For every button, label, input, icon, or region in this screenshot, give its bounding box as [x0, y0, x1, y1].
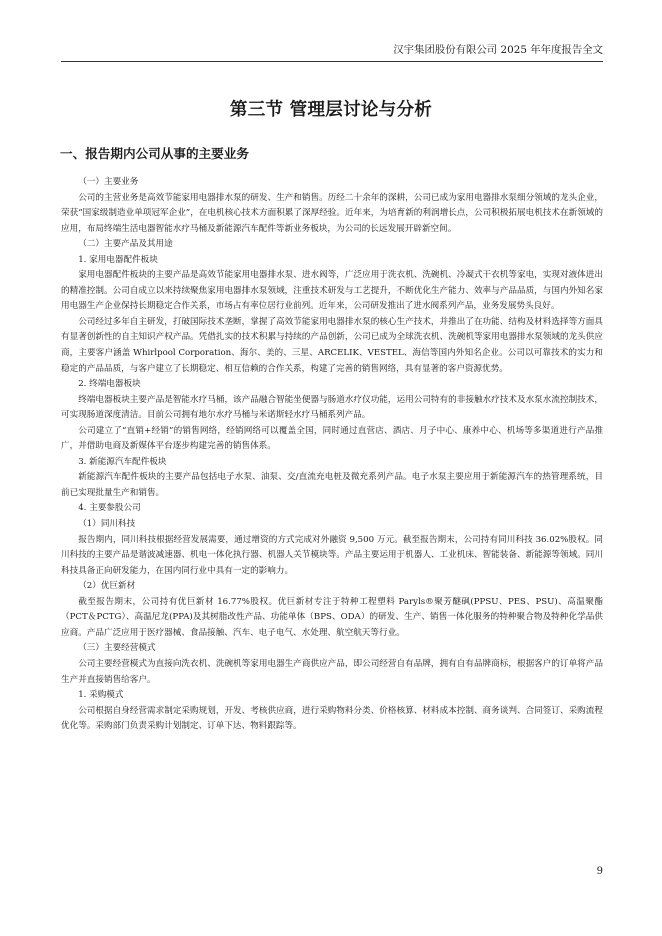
subheading: 1. 家用电器配件板块 — [78, 254, 158, 265]
subheading: 4. 主要参股公司 — [78, 503, 141, 514]
paragraph: 公司根据自身经营需求制定采购规划，开发、考核供应商，进行采购物料分类、价格核算、材料成本控制、商务谈判、合同签订、采购流程优化等。采购部门负责采购计划制定、订单下达、物料跟踪等。 — [61, 705, 603, 732]
subheading: （二）主要产品及其用途 — [78, 239, 173, 250]
subheading: （三）主要经营模式 — [78, 643, 156, 654]
page-title: 第三节 管理层讨论与分析 — [229, 100, 433, 120]
subheading: （1）同川科技 — [78, 519, 136, 530]
paragraph: 公司建立了“直销+经销”的销售网络，经销网络可以覆盖全国，同时通过直营店、酒店、月子中心、康养中心、机场等多渠道进行产品推广，并借助电商及新媒体平台逐步构建完善的销售体系。 — [61, 425, 603, 452]
paragraph: 终端电器板块主要产品是智能水疗马桶，该产品融合智能坐便器与肠道水疗仪功能，运用公司特有的非接触水疗技术及水泵水流控制技术，可实现肠道深度清洁。目前公司拥有地尔水疗马桶与米诺斯轻水疗马桶系列产品。 — [61, 394, 603, 421]
paragraph: 截至报告期末，公司持有优巨新材 16.77%股权。优巨新材专注于特种工程塑料 Paryls®聚芳醚砜(PPSU、PES、PSU)、高温聚酯（PCT＆PCTG）、高温尼龙(PPA)及其树脂改性产品、功能单体（BPS、ODA）的研发、生产、销售一体化服务的特种聚合物及特种化学品供应商。产品广泛应用于医疗器械、食品接触、汽车、电子电气、水处理、航空航天等行业。 — [61, 596, 603, 638]
paragraph: 家用电器配件板块的主要产品是高效节能家用电器排水泵、进水阀等，广泛应用于洗衣机、洗碗机、冷凝式干衣机等家电，实现对液体进出的精准控制。公司自成立以来持续聚焦家用电器排水泵领域，注重技术研发与工艺提升，不断优化生产能力、效率与产品品质，与国内外知名家用电器生产企业保持长期稳定合作关系，市场占有率位居行业前列。近年来，公司研发推出了进水阀系列产品，业务发展势头良好。 — [61, 270, 603, 312]
page-number: 9 — [596, 866, 603, 877]
paragraph: 公司经过多年自主研发，打破国际技术垄断，掌握了高效节能家用电器排水泵的核心生产技术，并推出了在功能、结构及材料选择等方面具有显著创新性的自主知识产权产品。凭借扎实的技术积累与持续的产品创新，公司已成为全球洗衣机、洗碗机等家用电器排水泵领域的龙头供应商，主要客户涵盖 Whirlpool Corporation、海尔、美的、三星、ARCELIK、VESTEL、海信等国内外知名企业。公司以可靠技术的实力和稳定的产品品质，与客户建立了长期稳定、相互信赖的合作关系，构建了完善的销售网络，具有显著的客户资源优势。 — [61, 316, 603, 374]
paragraph: 新能源汽车配件板块的主要产品包括电子水泵、油泵、交/直流充电桩及微充系列产品。电子水泵主要应用于新能源汽车的热管理系统，目前已实现批量生产和销售。 — [61, 472, 603, 498]
subheading: （2）优巨新材 — [78, 581, 136, 592]
subheading: 2. 终端电器板块 — [78, 379, 141, 390]
section-heading: 一、报告期内公司从事的主要业务 — [60, 146, 249, 161]
running-header: 汉宇集团股份有限公司 2025 年年度报告全文 — [61, 44, 603, 62]
paragraph: 报告期内，同川科技根据经营发展需要，通过增资的方式完成对外融资 9,500 万元。截至报告期末，公司持有同川科技 36.02%股权。同川科技的主要产品是谐波减速器、机电一体化执行器、机器人关节模块等。产品主要运用于机器人、工业机床、智能装备、新能源等领域。同川科技具备正向研发能力，在国内同行业中具有一定的影响力。 — [61, 534, 603, 576]
body-text — [61, 175, 603, 735]
paragraph: 公司主要经营模式为直接向洗衣机、洗碗机等家用电器生产商供应产品，即公司经营自有品牌，拥有自有品牌商标，根据客户的订单将产品生产并直接销售给客户。 — [61, 658, 603, 685]
paragraph: 公司的主营业务是高效节能家用电器排水泵的研发、生产和销售。历经二十余年的深耕，公司已成为家用电器排水泵细分领域的龙头企业，荣获“国家级制造业单项冠军企业”，在电机核心技术方面积累了深厚经验。近年来，为培育新的利润增长点，公司积极拓展电机技术在新领域的应用，布局终端生活电器智能水疗马桶及新能源汽车配件等新业务板块，为公司的长远发展开辟新空间。 — [61, 192, 603, 234]
subheading: 1. 采购模式 — [78, 690, 124, 701]
subheading: （一）主要业务 — [78, 177, 139, 187]
subheading: 3. 新能源汽车配件板块 — [78, 456, 167, 467]
